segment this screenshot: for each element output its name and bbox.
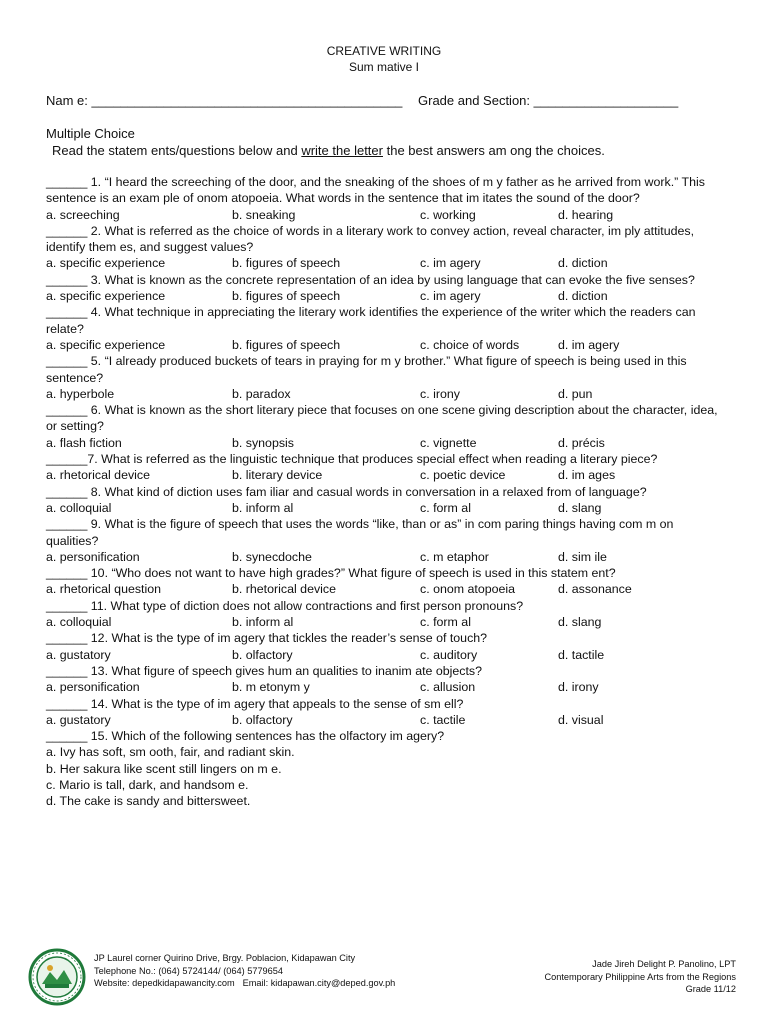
- question-text: ______7. What is referred as the linguistic technique that produces special effect when reading a literary piece?: [46, 452, 658, 467]
- option-d: d. slang: [558, 615, 602, 630]
- option-a: a. colloquial: [46, 615, 112, 630]
- question-text: ______ 10. “Who does not want to have high grades?” What figure of speech is used in this statem ent?: [46, 566, 616, 581]
- option-b: b. inform al: [232, 500, 294, 515]
- option-a: a. Ivy has soft, sm ooth, fair, and radiant skin.: [46, 745, 295, 760]
- question-15: [46, 728, 726, 809]
- option-a: a. specific experience: [46, 337, 166, 352]
- options-row: [46, 337, 726, 353]
- question-text: ______ 1. “I heard the screeching of the door, and the sneaking of the shoes of m y father as he arrived from work.” This sentence is an exam ple of onom atopoeia. What words in the sentence that im itates the sound of the door?: [46, 175, 705, 206]
- question-text: ______ 5. “I already produced buckets of tears in praying for m y brother.” What figure of speech is being used in this sentence?: [46, 354, 687, 385]
- question-1: [46, 174, 726, 223]
- options-row: [46, 207, 726, 223]
- question-4: [46, 304, 726, 353]
- options-row: [46, 614, 726, 630]
- question-text: ______ 12. What is the type of im agery that tickles the reader’s sense of touch?: [46, 631, 488, 646]
- option-c: c. vignette: [420, 435, 477, 450]
- document-subtitle: Sum mative I: [348, 60, 420, 74]
- question-2: [46, 223, 726, 272]
- option-d: d. diction: [558, 289, 608, 304]
- option-c: c. im agery: [420, 256, 481, 271]
- options-row: [46, 386, 726, 402]
- option-b: b. Her sakura like scent still lingers on m e.: [46, 761, 282, 776]
- option-d: d. précis: [558, 435, 605, 450]
- instructions: [52, 143, 605, 158]
- options-row: [46, 500, 726, 516]
- option-b: b. olfactory: [232, 647, 293, 662]
- page-footer: [0, 948, 768, 1008]
- option-d: d. im ages: [558, 468, 616, 483]
- instructions-underlined: write the letter: [301, 143, 383, 158]
- options-row: [46, 647, 726, 663]
- option-b: b. sneaking: [232, 207, 296, 222]
- option-a: a. specific experience: [46, 256, 166, 271]
- option-c: c. form al: [420, 615, 471, 630]
- option-c: c. onom atopoeia: [420, 582, 516, 597]
- question-7: [46, 451, 726, 484]
- option-b: b. figures of speech: [232, 289, 341, 304]
- option-c: c. poetic device: [420, 468, 506, 483]
- question-3: [46, 272, 726, 305]
- instructions-pre: Read the statem ents/questions below and: [52, 143, 302, 158]
- footer-author-block: [545, 958, 737, 996]
- footer-address: JP Laurel corner Quirino Drive, Brgy. Poblacion, Kidapawan City: [94, 953, 356, 963]
- question-text: ______ 15. Which of the following sentences has the olfactory im agery?: [46, 729, 445, 744]
- option-d: d. tactile: [558, 647, 605, 662]
- option-d: d. sim ile: [558, 549, 607, 564]
- option-a: a. flash fiction: [46, 435, 122, 450]
- footer-email: Email: kidapawan.city@deped.gov.ph: [242, 978, 396, 988]
- deped-seal-icon: [28, 948, 86, 1006]
- questions-list: [46, 174, 726, 810]
- question-10: [46, 565, 726, 598]
- option-a: a. rhetorical device: [46, 468, 150, 483]
- option-c: c. m etaphor: [420, 549, 489, 564]
- option-d: d. im agery: [558, 337, 620, 352]
- option-d: d. hearing: [558, 207, 614, 222]
- question-14: [46, 696, 726, 729]
- option-c: c. choice of words: [420, 337, 520, 352]
- options-row: [46, 549, 726, 565]
- option-a: a. rhetorical question: [46, 582, 162, 597]
- option-b: b. paradox: [232, 386, 291, 401]
- option-b: b. figures of speech: [232, 337, 341, 352]
- options-row: [46, 679, 726, 695]
- option-a: a. gustatory: [46, 647, 111, 662]
- footer-telephone: Telephone No.: (064) 5724144/ (064) 5779654: [94, 965, 283, 976]
- option-b: b. synecdoche: [232, 549, 312, 564]
- footer-website: Website: depedkidapawancity.com: [94, 978, 235, 988]
- option-a: a. colloquial: [46, 500, 112, 515]
- option-d: d. visual: [558, 712, 604, 727]
- option-b: b. olfactory: [232, 712, 293, 727]
- question-text: ______ 2. What is referred as the choice of words in a literary work to convey action, reveal character, im ply attitudes, identify them es, and suggest values?: [46, 223, 695, 255]
- option-b: b. m etonym y: [232, 680, 310, 695]
- question-text: ______ 6. What is known as the short literary piece that focuses on one scene giving description about the character, idea, or setting?: [46, 403, 718, 434]
- question-9: [46, 516, 726, 565]
- option-c: c. irony: [420, 386, 460, 401]
- question-text: ______ 14. What is the type of im agery that appeals to the sense of sm ell?: [46, 696, 464, 711]
- question-text: ______ 11. What type of diction does not allow contractions and first person pronouns?: [46, 598, 524, 613]
- question-13: [46, 663, 726, 696]
- option-c: c. tactile: [420, 712, 466, 727]
- question-12: [46, 630, 726, 663]
- grade-section-field-label: Grade and Section: ____________________: [418, 93, 679, 108]
- options-row: [46, 581, 726, 597]
- question-text: ______ 13. What figure of speech gives hum an qualities to inanim ate objects?: [46, 663, 483, 678]
- option-a: a. specific experience: [46, 289, 166, 304]
- question-6: [46, 402, 726, 451]
- question-8: [46, 484, 726, 517]
- footer-grade: Grade 11/12: [685, 984, 736, 994]
- option-c: c. Mario is tall, dark, and handsom e.: [46, 777, 249, 792]
- document-title: CREATIVE WRITING: [326, 44, 442, 58]
- section-title: Multiple Choice: [46, 126, 135, 141]
- options-row: [46, 255, 726, 271]
- option-c: c. im agery: [420, 289, 481, 304]
- option-d: d. slang: [558, 500, 602, 515]
- option-b: b. rhetorical device: [232, 582, 336, 597]
- question-text: ______ 8. What kind of diction uses fam iliar and casual words in conversation in a relaxed from of language?: [46, 484, 647, 499]
- option-d: d. diction: [558, 256, 608, 271]
- name-field-label: Nam e: ___________________________________________: [46, 93, 403, 108]
- question-11: [46, 598, 726, 631]
- option-a: a. gustatory: [46, 712, 111, 727]
- option-b: b. inform al: [232, 615, 294, 630]
- option-a: a. personification: [46, 549, 140, 564]
- options-row: [46, 712, 726, 728]
- option-c: c. working: [420, 207, 476, 222]
- option-a: a. hyperbole: [46, 386, 115, 401]
- option-b: b. figures of speech: [232, 256, 341, 271]
- option-d: d. The cake is sandy and bittersweet.: [46, 794, 251, 809]
- question-text: ______ 9. What is the figure of speech that uses the words “like, than or as” in com paring things having com m on qualities?: [46, 517, 674, 548]
- footer-author: Jade Jireh Delight P. Panolino, LPT: [592, 959, 736, 969]
- footer-address-block: [94, 952, 395, 990]
- instructions-post: the best answers am ong the choices.: [382, 143, 605, 158]
- option-c: c. form al: [420, 500, 471, 515]
- option-d: d. assonance: [558, 582, 632, 597]
- option-b: b. synopsis: [232, 435, 294, 450]
- footer-contact: [94, 977, 395, 990]
- footer-course: Contemporary Philippine Arts from the Regions: [544, 971, 736, 982]
- question-5: [46, 353, 726, 402]
- option-d: d. pun: [558, 386, 593, 401]
- option-c: c. allusion: [420, 680, 476, 695]
- option-d: d. irony: [558, 680, 599, 695]
- options-row: [46, 467, 726, 483]
- option-a: a. personification: [46, 680, 140, 695]
- option-c: c. auditory: [420, 647, 478, 662]
- options-row: [46, 435, 726, 451]
- option-a: a. screeching: [46, 207, 120, 222]
- question-text: ______ 4. What technique in appreciating the literary work identifies the experience of the writer which the readers can relate?: [46, 305, 696, 336]
- question-text: ______ 3. What is known as the concrete representation of an idea by using language that can evoke the five senses?: [46, 272, 695, 287]
- options-row: [46, 288, 726, 304]
- option-b: b. literary device: [232, 468, 323, 483]
